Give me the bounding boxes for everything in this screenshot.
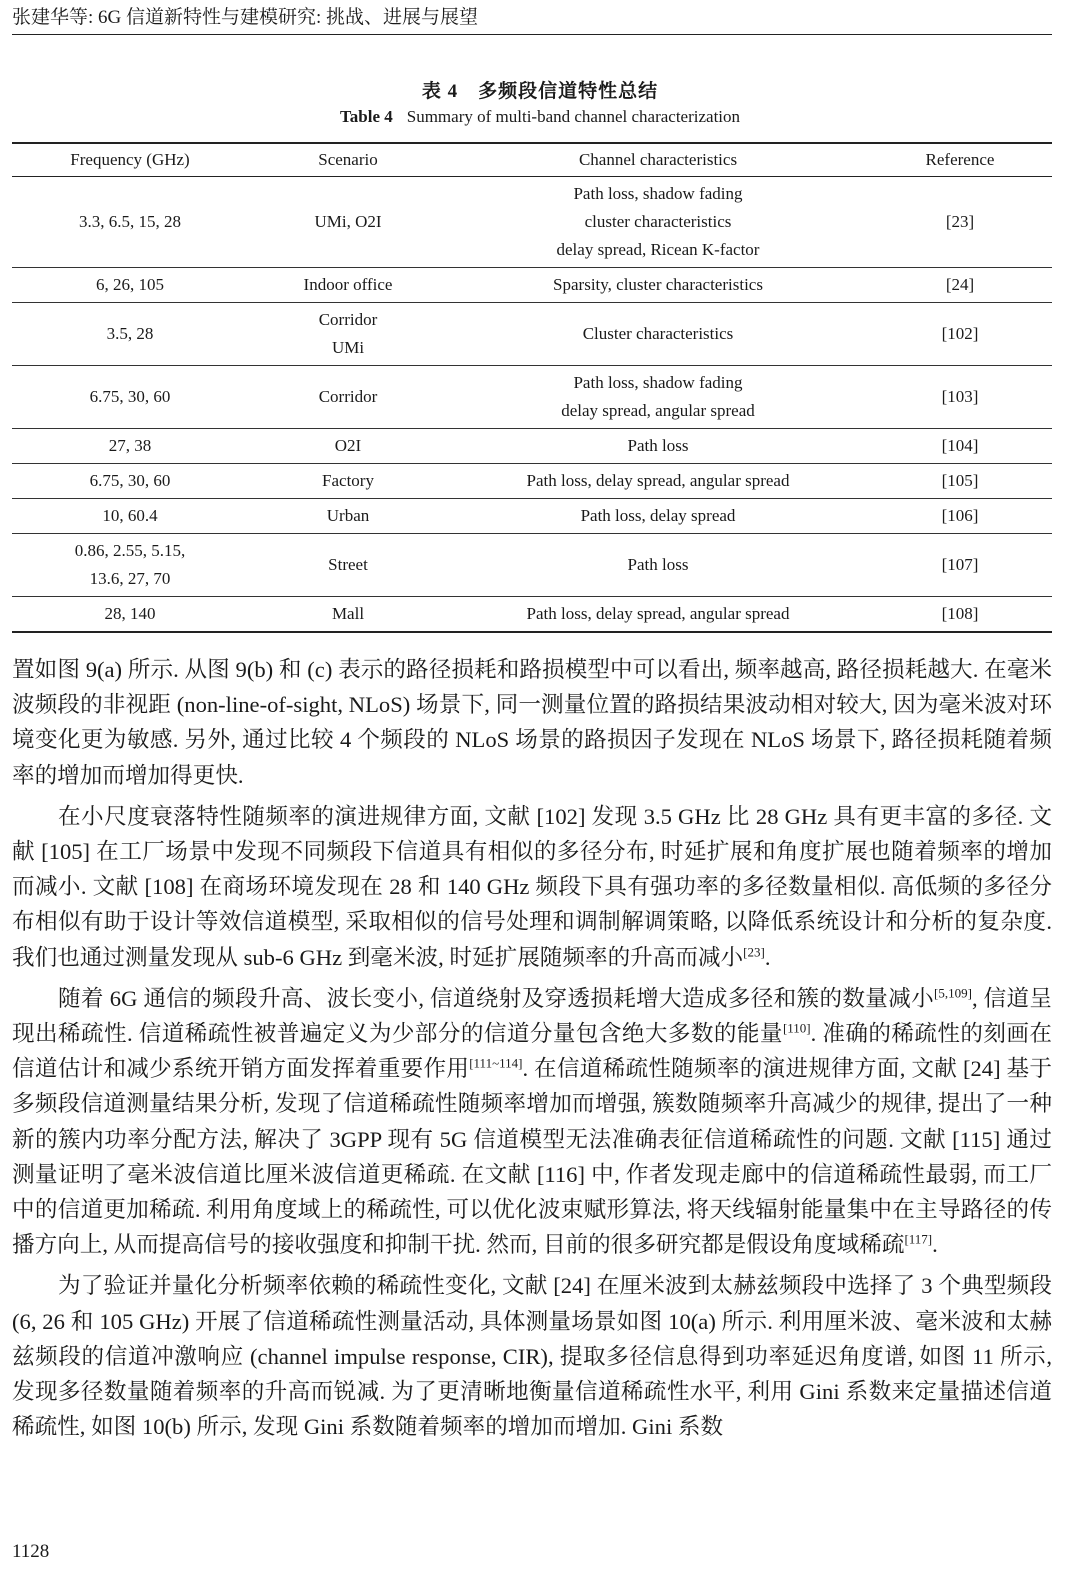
cell-channel-characteristics bbox=[448, 177, 868, 268]
cell-scenario-line: Indoor office bbox=[303, 275, 393, 294]
cell-frequency-line: 0.86, 2.55, 5.15, bbox=[74, 541, 186, 560]
table-row bbox=[12, 303, 1052, 366]
text-segment: . 在信道稀疏性随频率的演进规律方面, 文献 [24] 基于多频段信道测量结果分析, 发现了信道稀疏性随频率增加而增强, 簇数随频率升高减少的规律, 提出了一种新的簇内功率分配方法, 解决了 3GPP 现有 5G 信道模型无法准确表征信道稀疏性的问题. 文献 [115] 通过测量证明了毫米波信道比厘米波信道更稀疏. 在文献 [116] 中, 作者发现走廊中的信道稀疏性最弱, 而工厂中的信道更加稀疏. 利用角度域上的稀疏性, 可以优化波束赋形算法, 将天线辐射能量集中在主导路径的传播方向上, 从而提高信号的接收强度和抑制干扰. 然而, 目前的很多研究都是假设角度域稀疏 bbox=[12, 1056, 1052, 1258]
cell-channel-characteristics-line: Sparsity, cluster characteristics bbox=[553, 275, 763, 294]
cell-channel-characteristics-line: Path loss, shadow fading bbox=[573, 184, 743, 203]
cell-frequency-line: 3.5, 28 bbox=[106, 324, 154, 343]
cell-channel-characteristics bbox=[448, 597, 868, 633]
paragraph bbox=[12, 981, 1052, 1263]
cell-frequency bbox=[12, 177, 248, 268]
body-text bbox=[12, 652, 1052, 1450]
citation-superscript: [110] bbox=[782, 1020, 811, 1036]
cell-frequency bbox=[12, 499, 248, 534]
text-segment: 在小尺度衰落特性随频率的演进规律方面, 文献 [102] 发现 3.5 GHz 比 28 GHz 具有更丰富的多径. 文献 [105] 在工厂场景中发现不同频段下信道具有相似的多径分布, 时延扩展和角度扩展也随着频率的增加而减小. 文献 [108] 在商场环境发现在 28 和 140 GHz 频段下具有强功率的多径数量相似. 高低频的多径分布相似有助于设计等效信道模型, 采取相似的信号处理和调制解调策略, 以降低系统设计和分析的复杂度. 我们也通过测量发现从 sub-6 GHz 到毫米波, 时延扩展随频率的升高而减小 bbox=[12, 803, 1052, 970]
table-caption-en bbox=[0, 107, 1080, 127]
table-row bbox=[12, 366, 1052, 429]
cell-channel-characteristics bbox=[448, 366, 868, 429]
cell-scenario bbox=[248, 429, 448, 464]
cell-scenario-line: Factory bbox=[322, 471, 374, 490]
cell-frequency-line: 6.75, 30, 60 bbox=[89, 471, 171, 490]
cell-scenario-line: O2I bbox=[334, 436, 362, 455]
paragraph bbox=[12, 652, 1052, 793]
cell-frequency bbox=[12, 597, 248, 633]
cell-channel-characteristics-line: Path loss, shadow fading bbox=[573, 373, 743, 392]
cell-frequency bbox=[12, 268, 248, 303]
citation-superscript: [117] bbox=[904, 1231, 933, 1247]
cell-reference: [107] bbox=[868, 534, 1052, 597]
cell-frequency-line: 3.3, 6.5, 15, 28 bbox=[79, 212, 181, 231]
cell-scenario bbox=[248, 499, 448, 534]
cell-scenario-line: Street bbox=[328, 555, 368, 574]
cell-frequency-line: 28, 140 bbox=[104, 604, 156, 623]
text-segment: 为了验证并量化分析频率依赖的稀疏性变化, 文献 [24] 在厘米波到太赫兹频段中选择了 3 个典型频段 (6, 26 和 105 GHz) 开展了信道稀疏性测量活动, 具体测量场景如图 10(a) 所示. 利用厘米波、毫米波和太赫兹频段的信道冲激响应 (channel impulse response, CIR), 提取多径信息得到功率延迟角度谱, 如图 11 所示, 发现多径数量随着频率的升高而锐减. 为了更清晰地衡量信道稀疏性水平, 利用 Gini 系数来定量描述信道稀疏性, 如图 10(b) 所示, 发现 Gini 系数随着频率的增加而增加. Gini 系数 bbox=[12, 1273, 1052, 1440]
cell-channel-characteristics-line: Cluster characteristics bbox=[582, 324, 734, 343]
cell-scenario bbox=[248, 464, 448, 499]
header-reference: Reference bbox=[868, 143, 1052, 177]
citation-superscript: [5,109] bbox=[934, 985, 972, 1001]
cell-channel-characteristics-line: delay spread, Ricean K-factor bbox=[556, 240, 760, 259]
cell-scenario bbox=[248, 303, 448, 366]
cell-channel-characteristics-line: Path loss, delay spread bbox=[580, 506, 736, 525]
table-row bbox=[12, 499, 1052, 534]
cell-reference: [102] bbox=[868, 303, 1052, 366]
cell-frequency bbox=[12, 303, 248, 366]
cell-channel-characteristics-line: Path loss, delay spread, angular spread bbox=[526, 471, 790, 490]
paragraph bbox=[12, 1268, 1052, 1444]
cell-channel-characteristics bbox=[448, 429, 868, 464]
cell-frequency-line: 6.75, 30, 60 bbox=[89, 387, 171, 406]
cell-channel-characteristics bbox=[448, 499, 868, 534]
cell-reference: [104] bbox=[868, 429, 1052, 464]
cell-reference: [106] bbox=[868, 499, 1052, 534]
text-segment: 随着 6G 通信的频段升高、波长变小, 信道绕射及穿透损耗增大造成多径和簇的数量减小 bbox=[58, 985, 935, 1011]
page-number: 1128 bbox=[12, 1541, 50, 1562]
cell-scenario-line: UMi, O2I bbox=[314, 212, 382, 231]
cell-channel-characteristics bbox=[448, 534, 868, 597]
cell-frequency-line: 13.6, 27, 70 bbox=[89, 569, 171, 588]
table-row bbox=[12, 429, 1052, 464]
text-segment: 置如图 9(a) 所示. 从图 9(b) 和 (c) 表示的路径损耗和路损模型中可以看出, 频率越高, 路径损耗越大. 在毫米波频段的非视距 (non-line-of-sight, NLoS) 场景下, 同一测量位置的路损结果波动相对较大, 因为毫米波对环境变化更为敏感. 另外, 通过比较 4 个频段的 NLoS 场景的路损因子发现在 NLoS 场景下, 路径损耗随着频率的增加而增加得更快. bbox=[12, 657, 1052, 788]
header-rule bbox=[12, 34, 1052, 35]
cell-scenario-line: Urban bbox=[326, 506, 370, 525]
cell-scenario-line: Mall bbox=[331, 604, 365, 623]
table-caption-label: Table 4 bbox=[339, 107, 393, 126]
header-channel-characteristics: Channel characteristics bbox=[448, 143, 868, 177]
cell-channel-characteristics-line: delay spread, angular spread bbox=[561, 401, 755, 420]
cell-frequency bbox=[12, 366, 248, 429]
cell-frequency-line: 6, 26, 105 bbox=[96, 275, 164, 294]
cell-scenario bbox=[248, 597, 448, 633]
cell-frequency-line: 27, 38 bbox=[108, 436, 152, 455]
cell-scenario-line: Corridor bbox=[318, 310, 378, 329]
cell-reference: [108] bbox=[941, 604, 979, 623]
cell-scenario bbox=[248, 177, 448, 268]
citation-superscript: [23] bbox=[743, 944, 765, 960]
cell-scenario bbox=[248, 366, 448, 429]
header-frequency: Frequency (GHz) bbox=[12, 143, 248, 177]
cell-reference: [23] bbox=[868, 177, 1052, 268]
cell-scenario-line: Corridor bbox=[318, 387, 378, 406]
table-row bbox=[12, 534, 1052, 597]
cell-channel-characteristics bbox=[448, 303, 868, 366]
cell-channel-characteristics-line: cluster characteristics bbox=[584, 212, 732, 231]
cell-channel-characteristics-line: Path loss bbox=[627, 555, 689, 574]
channel-characterization-table bbox=[12, 142, 1052, 633]
table-row bbox=[12, 464, 1052, 499]
text-segment: . bbox=[932, 1232, 938, 1258]
cell-frequency-line: 10, 60.4 bbox=[102, 506, 158, 525]
table-caption-text: Summary of multi-band channel characterization bbox=[406, 107, 741, 126]
cell-scenario bbox=[248, 268, 448, 303]
table-header-row bbox=[12, 143, 1052, 177]
cell-frequency bbox=[12, 534, 248, 597]
running-head: 张建华等: 6G 信道新特性与建模研究: 挑战、进展与展望 bbox=[12, 7, 479, 28]
paragraph bbox=[12, 799, 1052, 975]
table-caption-cn: 表 4 多频段信道特性总结 bbox=[421, 81, 659, 102]
cell-reference: [103] bbox=[868, 366, 1052, 429]
cell-channel-characteristics-line: Path loss, delay spread, angular spread bbox=[526, 604, 790, 623]
cell-frequency bbox=[12, 464, 248, 499]
cell-scenario-line: UMi bbox=[331, 338, 365, 357]
table-row bbox=[12, 268, 1052, 303]
cell-reference: [24] bbox=[868, 268, 1052, 303]
text-segment: . 准确的稀疏性的刻画在信道估计和减少系统开销方面发挥着重要作用 bbox=[12, 1021, 1053, 1082]
cell-reference: [105] bbox=[868, 464, 1052, 499]
cell-channel-characteristics-line: Path loss bbox=[627, 436, 689, 455]
cell-frequency bbox=[12, 429, 248, 464]
text-segment: . bbox=[764, 944, 771, 970]
cell-scenario bbox=[248, 534, 448, 597]
table-row bbox=[12, 597, 1052, 633]
header-scenario: Scenario bbox=[248, 143, 448, 177]
cell-channel-characteristics bbox=[448, 464, 868, 499]
citation-superscript: [111~114] bbox=[469, 1055, 523, 1071]
cell-channel-characteristics bbox=[448, 268, 868, 303]
table-row bbox=[12, 177, 1052, 268]
text-segment: , 信道呈现出稀疏性. 信道稀疏性被普遍定义为少部分的信道分量包含绝大多数的能量 bbox=[12, 985, 1052, 1047]
